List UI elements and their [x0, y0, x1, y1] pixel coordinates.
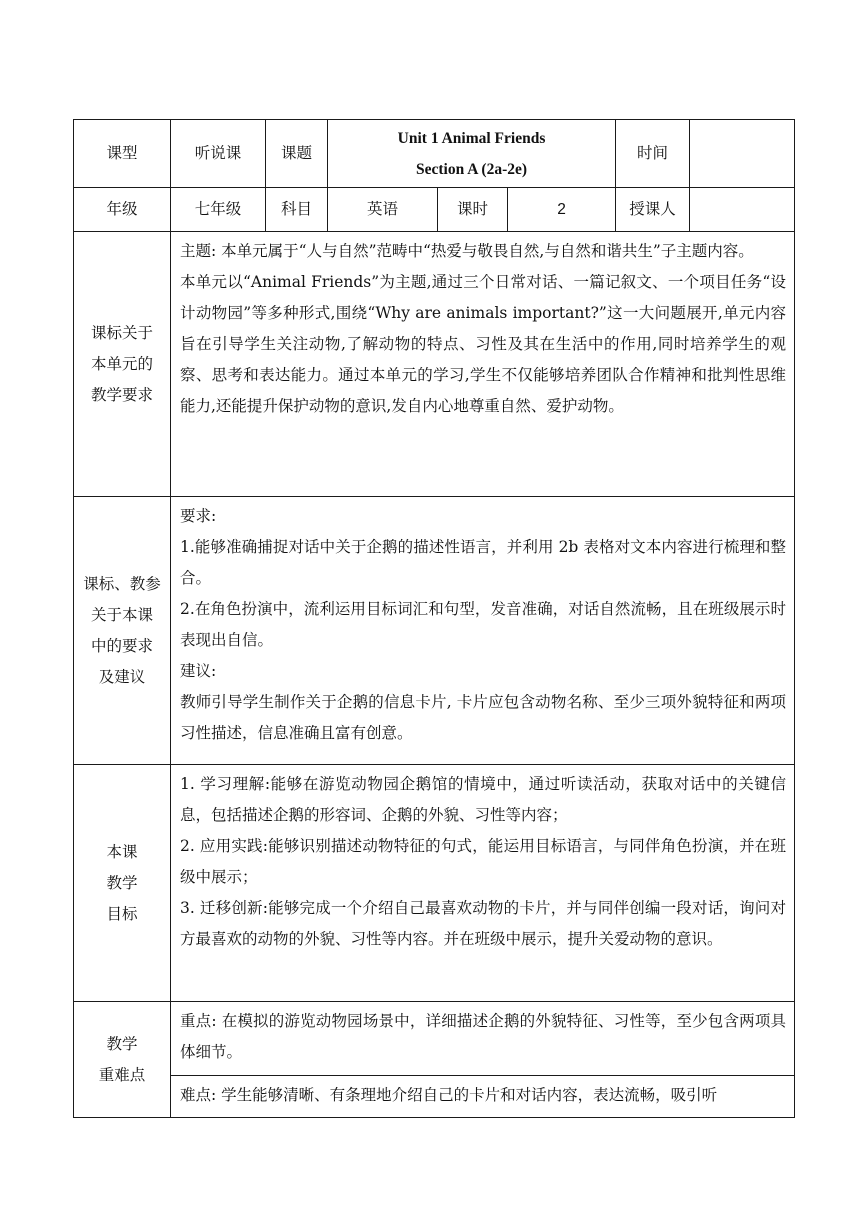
key-points-label: 教学 重难点 [74, 1002, 171, 1118]
curriculum-unit-paragraph: 本单元以“Animal Friends”为主题,通过三个日常对话、一篇记叙文、一个项目任务“设计动物园”等多种形式,围绕“Why are animals important?”这一大问题展开,单元内容旨在引导学生关注动物,了解动物的特点、习性及其在生活中的作用,同时培养学生的观察、思考和表达能力。通过本单元的学习,学生不仅能够培养团队合作精神和批判性思维能力,还能提升保护动物的意识,发自内心地尊重自然、爱护动物。 [180, 273, 787, 415]
key-point-content: 重点: 在模拟的游览动物园场景中，详细描述企鹅的外貌特征、习性等，至少包含两项具体细节。 [171, 1002, 795, 1076]
difficult-point-row [74, 1076, 795, 1118]
curriculum-lesson-label: 课标、教参 关于本课 中的要求 及建议 [74, 497, 171, 765]
curriculum-lesson-content [171, 497, 795, 765]
objectives-label: 本课 教学 目标 [74, 765, 171, 1002]
difficult-point-content [171, 1076, 795, 1118]
header-row [74, 120, 795, 188]
objective-item: 2. 应用实践:能够识别描述动物特征的句式，能运用目标语言，与同伴角色扮演，并在班级中展示； [180, 837, 787, 886]
subject-label: 科目 [266, 188, 328, 232]
grade-label: 年级 [74, 188, 171, 232]
subject-value: 英语 [328, 188, 438, 232]
lesson-type-label: 课型 [74, 120, 171, 188]
lesson-type-value: 听说课 [171, 120, 266, 188]
difficult-point-text: 难点: 学生能够清晰、有条理地介绍自己的卡片和对话内容，表达流畅，吸引听 [180, 1086, 718, 1104]
curriculum-unit-paragraph: 主题: 本单元属于“人与自然”范畴中“热爱与敬畏自然,与自然和谐共生”子主题内容。 [180, 242, 754, 260]
topic-line-1: Unit 1 Animal Friends [397, 129, 546, 147]
topic-value [328, 120, 616, 188]
grade-row [74, 188, 795, 232]
lesson-plan-table [73, 119, 795, 1118]
curriculum-lesson-paragraph: 2.在角色扮演中，流利运用目标词汇和句型，发音准确，对话自然流畅，且在班级展示时表现出自信。 [180, 600, 787, 649]
curriculum-unit-label: 课标关于 本单元的 教学要求 [74, 232, 171, 497]
curriculum-unit-content [171, 232, 795, 497]
time-value [690, 120, 795, 188]
period-label: 课时 [438, 188, 508, 232]
objective-item: 1. 学习理解:能够在游览动物园企鹅馆的情境中，通过听读活动，获取对话中的关键信息，包括描述企鹅的形容词、企鹅的外貌、习性等内容； [180, 775, 787, 824]
curriculum-lesson-paragraph: 教师引导学生制作关于企鹅的信息卡片, 卡片应包含动物名称、至少三项外貌特征和两项习性描述，信息准确且富有创意。 [180, 693, 787, 742]
teacher-value [690, 188, 795, 232]
teacher-label: 授课人 [616, 188, 690, 232]
objectives-row [74, 765, 795, 1002]
curriculum-unit-row [74, 232, 795, 497]
topic-label: 课题 [266, 120, 328, 188]
time-label: 时间 [616, 120, 690, 188]
curriculum-lesson-paragraph: 建议: [180, 662, 217, 680]
grade-value: 七年级 [171, 188, 266, 232]
topic-line-2: Section A (2a-2e) [415, 160, 528, 178]
key-point-row [74, 1002, 795, 1076]
curriculum-lesson-paragraph: 要求: [180, 507, 217, 525]
period-value: 2 [508, 188, 616, 232]
objective-item: 3. 迁移创新:能够完成一个介绍自己最喜欢动物的卡片，并与同伴创编一段对话，询问对方最喜欢的动物的外貌、习性等内容。并在班级中展示，提升关爱动物的意识。 [180, 899, 787, 948]
curriculum-lesson-row [74, 497, 795, 765]
curriculum-lesson-paragraph: 1.能够准确捕捉对话中关于企鹅的描述性语言，并利用 2b 表格对文本内容进行梳理和整合。 [180, 538, 787, 587]
objectives-content [171, 765, 795, 1002]
